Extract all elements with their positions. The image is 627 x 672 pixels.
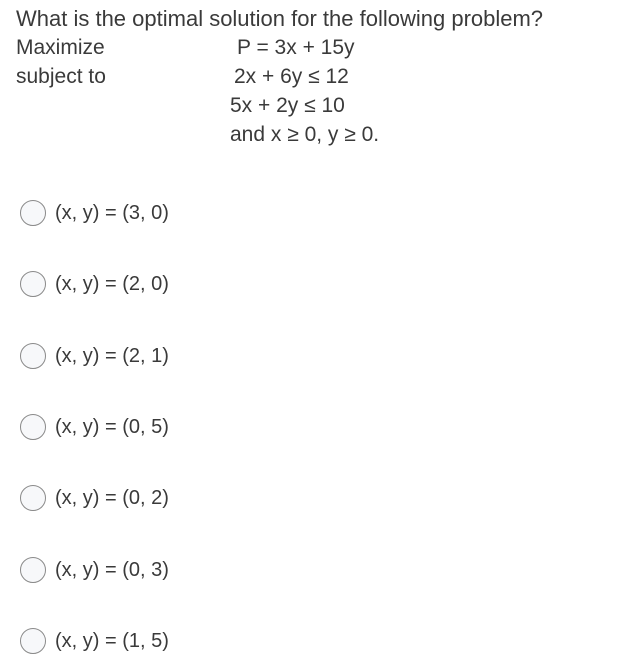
- radio-button[interactable]: [20, 271, 46, 297]
- option-6[interactable]: [20, 555, 169, 585]
- constraint-2: 5x + 2y ≤ 10: [230, 94, 345, 117]
- objective-function: P = 3x + 15y: [237, 36, 355, 59]
- radio-button[interactable]: [20, 414, 46, 440]
- option-5[interactable]: [20, 483, 169, 513]
- option-4[interactable]: [20, 412, 169, 442]
- radio-button[interactable]: [20, 557, 46, 583]
- question-title: What is the optimal solution for the following problem?: [16, 6, 544, 31]
- option-1[interactable]: [20, 198, 169, 228]
- option-label: (x, y) = (0, 5): [55, 415, 169, 438]
- constraint-1: 2x + 6y ≤ 12: [234, 65, 349, 88]
- maximize-label: Maximize: [16, 36, 105, 59]
- radio-button[interactable]: [20, 485, 46, 511]
- option-label: (x, y) = (0, 2): [55, 486, 169, 509]
- option-label: (x, y) = (2, 0): [55, 272, 169, 295]
- radio-button[interactable]: [20, 343, 46, 369]
- radio-button[interactable]: [20, 628, 46, 654]
- constraint-nonnegativity: and x ≥ 0, y ≥ 0.: [230, 123, 380, 146]
- option-label: (x, y) = (0, 3): [55, 558, 169, 581]
- option-label: (x, y) = (2, 1): [55, 344, 169, 367]
- option-label: (x, y) = (3, 0): [55, 201, 169, 224]
- option-2[interactable]: [20, 269, 169, 299]
- radio-button[interactable]: [20, 200, 46, 226]
- option-7[interactable]: [20, 626, 169, 656]
- subject-to-label: subject to: [16, 65, 106, 88]
- option-3[interactable]: [20, 341, 169, 371]
- option-label: (x, y) = (1, 5): [55, 629, 169, 652]
